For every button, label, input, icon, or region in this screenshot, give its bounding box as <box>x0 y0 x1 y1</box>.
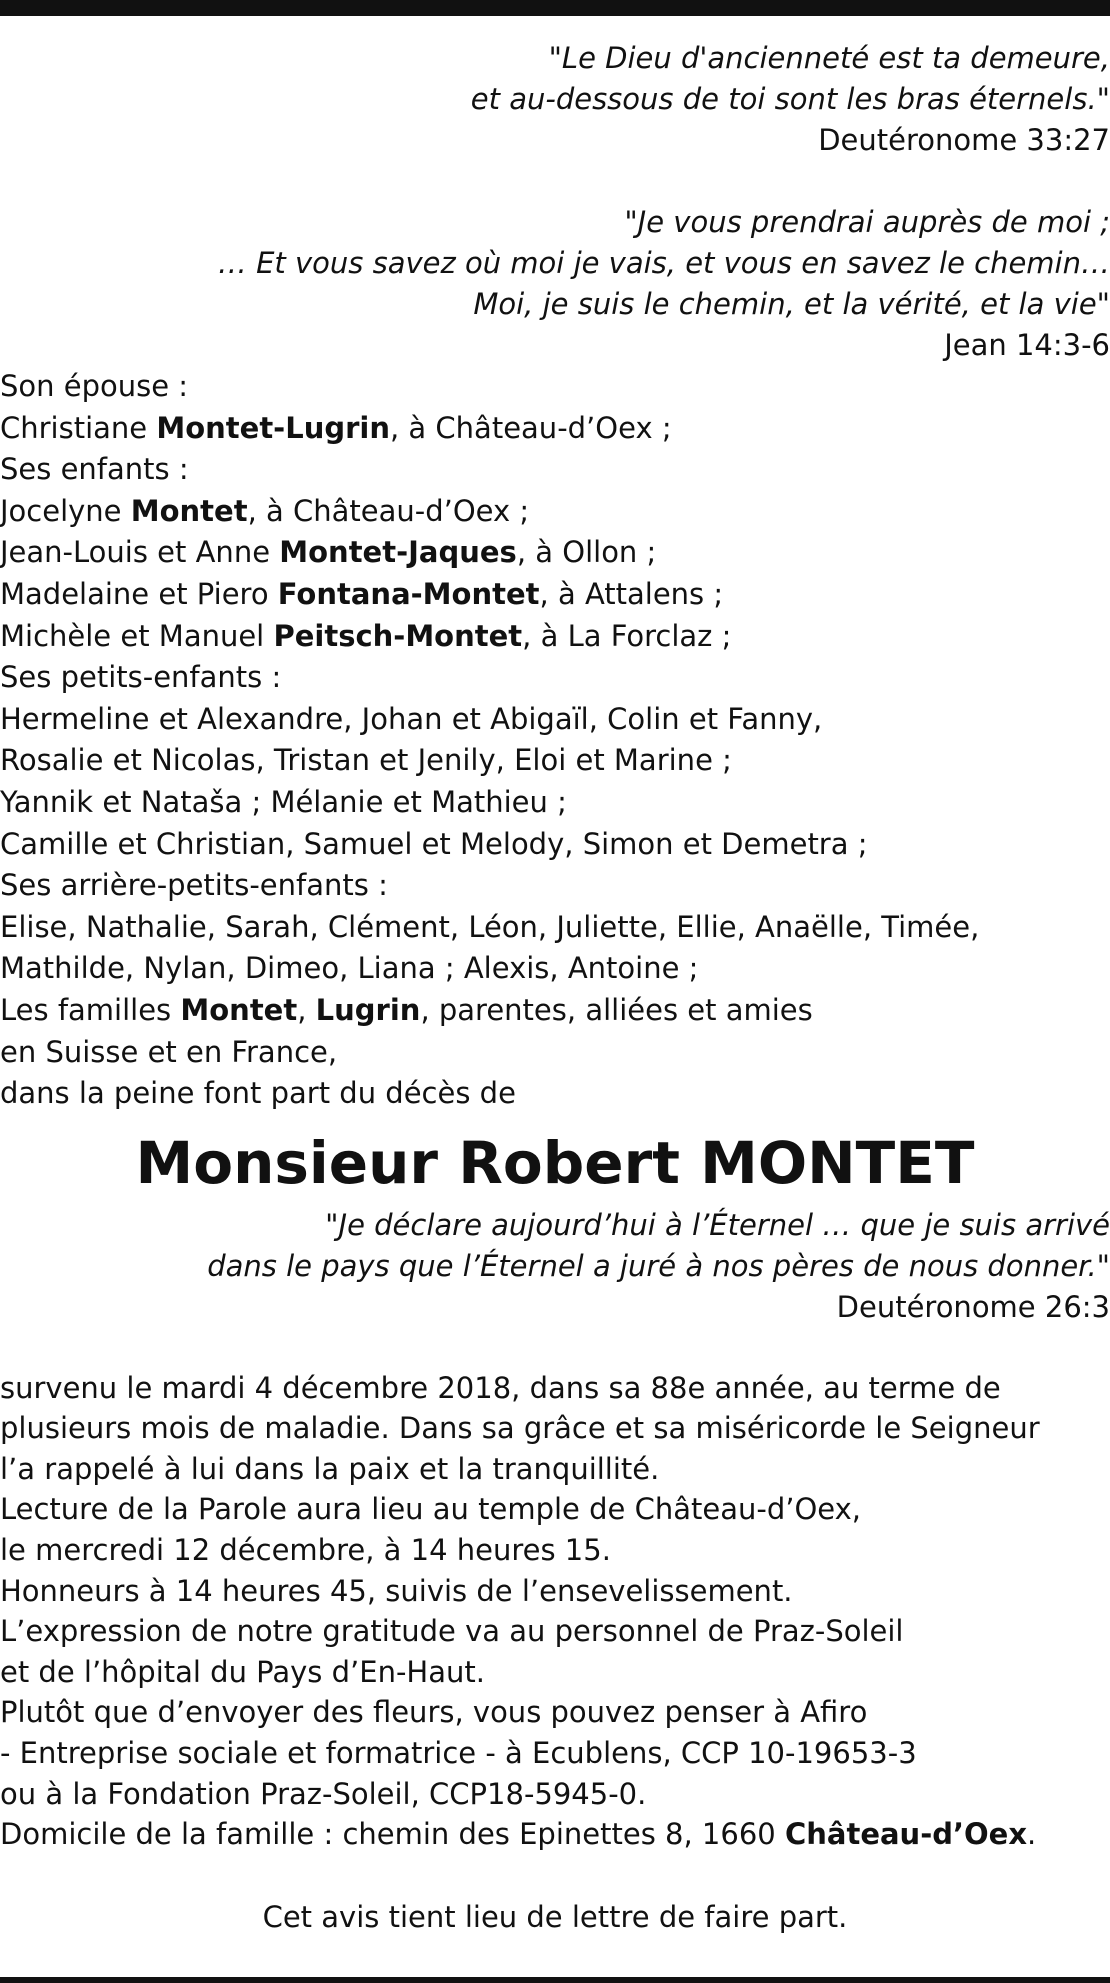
top-rule <box>0 0 1110 16</box>
spouse-line: Christiane Montet-Lugrin, à Château-d’Oex ; <box>0 410 672 445</box>
domicile-line: Domicile de la famille : chemin des Epinettes 8, 1660 Château-d’Oex. <box>0 1817 1037 1852</box>
details-line: et de l’hôpital du Pays d’En-Haut. <box>0 1654 485 1689</box>
children-heading: Ses enfants : <box>0 452 189 487</box>
child-line: Jocelyne Montet, à Château-d’Oex ; <box>0 493 530 528</box>
verse-line: Moi, je suis le chemin, et la vérité, et la vie" <box>473 287 1110 321</box>
details-line: - Entreprise sociale et formatrice - à Ecublens, CCP 10-19653-3 <box>0 1736 917 1771</box>
bottom-rule <box>0 1977 1110 1983</box>
families-line: Les familles Montet, Lugrin, parentes, alliées et amies <box>0 992 813 1027</box>
great-grandchildren-line: Elise, Nathalie, Sarah, Clément, Léon, Juliette, Ellie, Anaëlle, Timée, <box>0 909 980 944</box>
verse-line: et au-dessous de toi sont les bras éternels." <box>470 82 1110 116</box>
details-line: l’a rappelé à lui dans la paix et la tranquillité. <box>0 1451 660 1486</box>
verse-line: dans le pays que l’Éternel a juré à nos pères de nous donner." <box>207 1248 1110 1283</box>
verse-reference: Deutéronome 26:3 <box>836 1289 1110 1324</box>
verse-line: "Je déclare aujourd’hui à l’Éternel … que je suis arrivé <box>325 1207 1110 1242</box>
verse-reference: Deutéronome 33:27 <box>818 123 1110 157</box>
deceased-name: Monsieur Robert MONTET <box>135 1128 975 1197</box>
child-line: Madelaine et Piero Fontana-Montet, à Attalens ; <box>0 576 724 611</box>
family-list <box>0 366 1110 1115</box>
grandchildren-heading: Ses petits-enfants : <box>0 660 282 695</box>
details-line: survenu le mardi 4 décembre 2018, dans sa 88e année, au terme de <box>0 1370 1001 1405</box>
announcement-line: dans la peine font part du décès de <box>0 1076 516 1111</box>
death-details <box>0 1368 1110 1855</box>
details-line: L’expression de notre gratitude va au personnel de Praz-Soleil <box>0 1614 904 1649</box>
grandchildren-line: Camille et Christian, Samuel et Melody, Simon et Demetra ; <box>0 826 868 861</box>
spouse-heading: Son épouse : <box>0 369 189 403</box>
obituary-notice <box>0 38 1110 1937</box>
grandchildren-line: Hermeline et Alexandre, Johan et Abigaïl, Colin et Fanny, <box>0 701 823 736</box>
details-line: Plutôt que d’envoyer des fleurs, vous pouvez penser à Afiro <box>0 1695 868 1730</box>
grandchildren-line: Rosalie et Nicolas, Tristan et Jenily, Eloi et Marine ; <box>0 743 732 778</box>
verse-line: … Et vous savez où moi je vais, et vous en savez le chemin… <box>217 246 1110 280</box>
grandchildren-line: Yannik et Nataša ; Mélanie et Mathieu ; <box>0 784 567 819</box>
verse-deuteronomy-26 <box>0 1205 1110 1328</box>
great-grandchildren-heading: Ses arrière-petits-enfants : <box>0 868 388 903</box>
details-line: ou à la Fondation Praz-Soleil, CCP18-5945-0. <box>0 1776 647 1811</box>
details-line: le mercredi 12 décembre, à 14 heures 15. <box>0 1533 611 1568</box>
families-line-2: en Suisse et en France, <box>0 1034 338 1069</box>
closing-note: Cet avis tient lieu de lettre de faire part. <box>262 1899 848 1934</box>
verse-john-14 <box>0 202 1110 366</box>
verse-reference: Jean 14:3-6 <box>944 328 1110 362</box>
verse-line: "Le Dieu d'ancienneté est ta demeure, <box>548 41 1110 75</box>
child-line: Michèle et Manuel Peitsch-Montet, à La Forclaz ; <box>0 618 732 653</box>
details-line: Honneurs à 14 heures 45, suivis de l’ensevelissement. <box>0 1573 793 1608</box>
verse-line: "Je vous prendrai auprès de moi ; <box>624 205 1110 239</box>
details-line: Lecture de la Parole aura lieu au temple de Château-d’Oex, <box>0 1492 861 1527</box>
verse-deuteronomy-33 <box>0 38 1110 161</box>
details-line: plusieurs mois de maladie. Dans sa grâce et sa miséricorde le Seigneur <box>0 1411 1040 1446</box>
child-line: Jean-Louis et Anne Montet-Jaques, à Ollon ; <box>0 535 657 570</box>
great-grandchildren-line: Mathilde, Nylan, Dimeo, Liana ; Alexis, Antoine ; <box>0 951 699 986</box>
